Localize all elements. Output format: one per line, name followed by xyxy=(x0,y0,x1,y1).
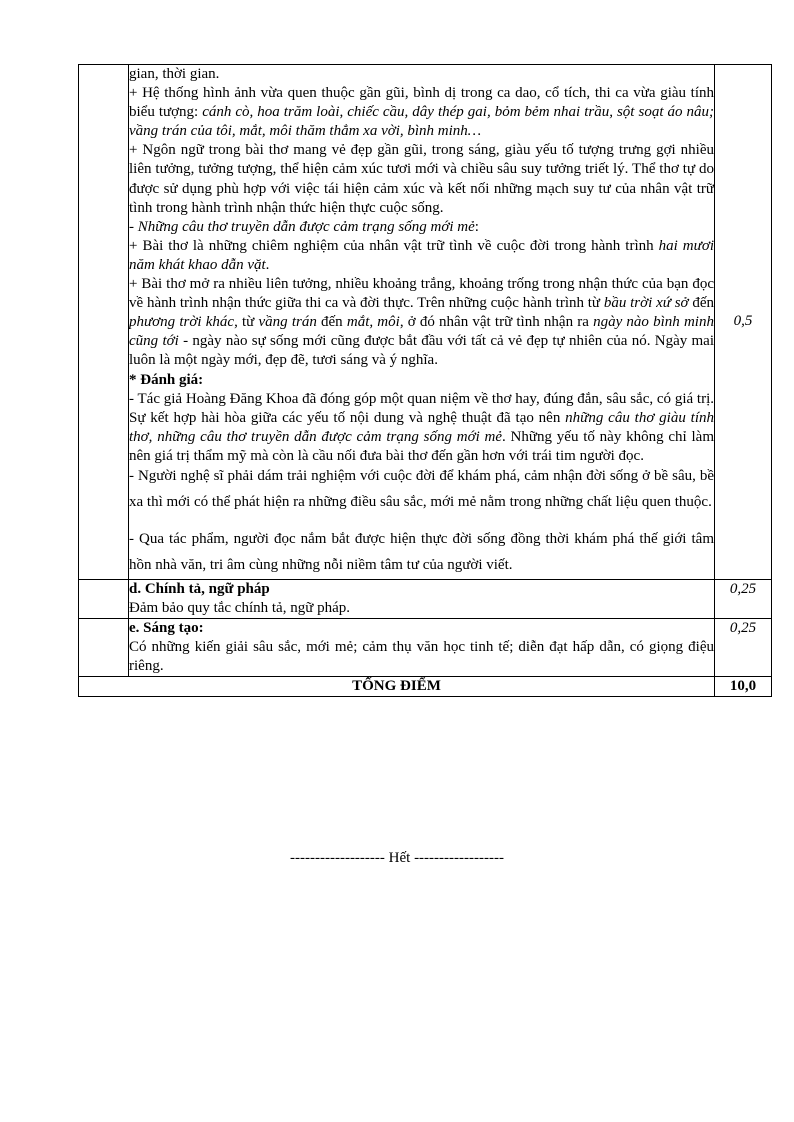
question-number-cell xyxy=(79,65,129,580)
text-run: + Bài thơ mở ra nhiều liên tưởng, nhiều khoảng trắng, khoảng trống trong nhận thức của bạn đọc về hành trình nhận thức giữa thi ca và đời thực. Trên những cuộc hành trình từ xyxy=(129,276,714,312)
paragraph-images xyxy=(129,84,714,141)
italic-run: hai mươi năm khát khao dẫn vặt xyxy=(129,237,714,273)
paragraph-evaluation-3: - Qua tác phẩm, người đọc nắm bắt được hiện thực đời sống đồng thời khám phá thế giới tâm hồn nhà văn, tri âm cùng những nỗi niềm tâm tư của người viết. xyxy=(129,530,714,574)
section-d-title: d. Chính tả, ngữ pháp xyxy=(129,580,270,597)
grading-table xyxy=(78,64,772,697)
text-run: , ở đó nhân vật trữ tình nhận ra xyxy=(399,314,594,331)
subheading-mood xyxy=(129,218,714,237)
table-row xyxy=(79,619,772,677)
evaluation-heading: * Đánh giá: xyxy=(129,371,204,388)
text-run: + Bài thơ là những chiêm nghiệm của nhân vật trữ tình về cuộc đời trong hành trình xyxy=(129,237,659,254)
italic-run: vầng trán xyxy=(258,314,317,331)
table-row xyxy=(79,65,772,580)
section-e-title: e. Sáng tạo: xyxy=(129,620,204,637)
question-number-cell xyxy=(79,619,129,677)
paragraph-language: + Ngôn ngữ trong bài thơ mang vẻ đẹp gần gũi, trong sáng, giàu yếu tố tượng trưng gợi nhiều liên tưởng, tưởng tượng, thể hiện cảm xúc tươi mới và chiều sâu suy tưởng triết lý. Thể thơ tự do được sử dụng phù hợp với việc tái hiện cảm xúc và kết nối những mạch suy tư của nhân vật trữ tình trong hành trình nhận thức hiện thực cuộc sống. xyxy=(129,142,714,216)
italic-run: phương trời khác xyxy=(129,314,235,331)
italic-run: bầu trời xứ sở xyxy=(603,295,689,312)
text-run: đến xyxy=(316,314,347,331)
text-run: - ngày nào sự sống mới cũng được bắt đầu với tất cả vẻ đẹp tự nhiên của nó. Ngày mai luôn là một ngày mới, đẹp đẽ, tươi sáng và ý nghĩa. xyxy=(129,333,715,369)
section-d-score: 0,25 xyxy=(715,579,772,618)
italic-run: cánh cò, hoa trăm loài, chiếc cầu, dây thép gai, bỏm bẻm nhai trầu, sột soạt áo nâu; vầng trán của tôi, mắt, môi thăm thẳm xa vời, bình minh… xyxy=(129,104,714,140)
answer-content-cell xyxy=(129,65,715,580)
table-row-total xyxy=(79,677,772,697)
section-e-score: 0,25 xyxy=(715,619,772,677)
paragraph-experience xyxy=(129,237,714,275)
italic-run: ngày nào bình minh cũng tới xyxy=(129,314,714,350)
italic-run: những câu thơ giàu tính thơ, những câu thơ truyền dẫn được cảm trạng sống mới mẻ xyxy=(129,409,714,445)
question-number-cell xyxy=(79,579,129,618)
section-e-body: Có những kiến giải sâu sắc, mới mẻ; cảm thụ văn học tinh tế; diễn đạt hấp dẫn, có giọng điệu riêng. xyxy=(129,639,714,675)
text-run: đến xyxy=(688,295,714,312)
line-continuation: gian, thời gian. xyxy=(129,66,220,82)
end-marker: ------------------- Hết ------------------ xyxy=(290,850,504,866)
text-run: , từ xyxy=(234,314,259,331)
section-d-body: Đảm bảo quy tắc chính tả, ngữ pháp. xyxy=(129,600,350,617)
text-run: : xyxy=(474,218,479,235)
text-run: - Tác giả Hoàng Đăng Khoa đã đóng góp một quan niệm về thơ hay, đúng đắn, sâu sắc, có giá trị. Sự kết hợp hài hòa giữa các yếu tố nội dung và nghệ thuật đã tạo nên xyxy=(129,390,714,426)
italic-run: - Những câu thơ truyền dẫn được cảm trạng sống mới mẻ xyxy=(129,218,475,235)
section-e-cell xyxy=(129,619,715,677)
paragraph-openness xyxy=(129,275,714,370)
score-cell: 0,5 xyxy=(715,65,772,580)
paragraph-evaluation-2: - Người nghệ sĩ phải dám trải nghiệm với cuộc đời để khám phá, cảm nhận đời sống ở bề sâu, bề xa thì mới có thể phát hiện ra những điều sâu sắc, mới mẻ nằm trong những chất liệu quen thuộc. xyxy=(129,467,714,511)
text-run: + Hệ thống hình ảnh vừa quen thuộc gần gũi, bình dị trong ca dao, cổ tích, thi ca vừa giàu tính biểu tượng: xyxy=(129,85,714,121)
paragraph-evaluation-1 xyxy=(129,390,714,466)
text-run: . Những yếu tố này không chỉ làm nên giá trị thẩm mỹ mà còn là cầu nối đưa bài thơ đến gần hơn với trái tim người đọc. xyxy=(129,428,714,464)
section-d-cell xyxy=(129,579,715,618)
total-label: TỔNG ĐIỂM xyxy=(79,677,715,697)
text-run: . xyxy=(265,256,270,273)
total-value: 10,0 xyxy=(715,677,772,697)
table-row xyxy=(79,579,772,618)
italic-run: mắt, môi xyxy=(346,314,400,331)
